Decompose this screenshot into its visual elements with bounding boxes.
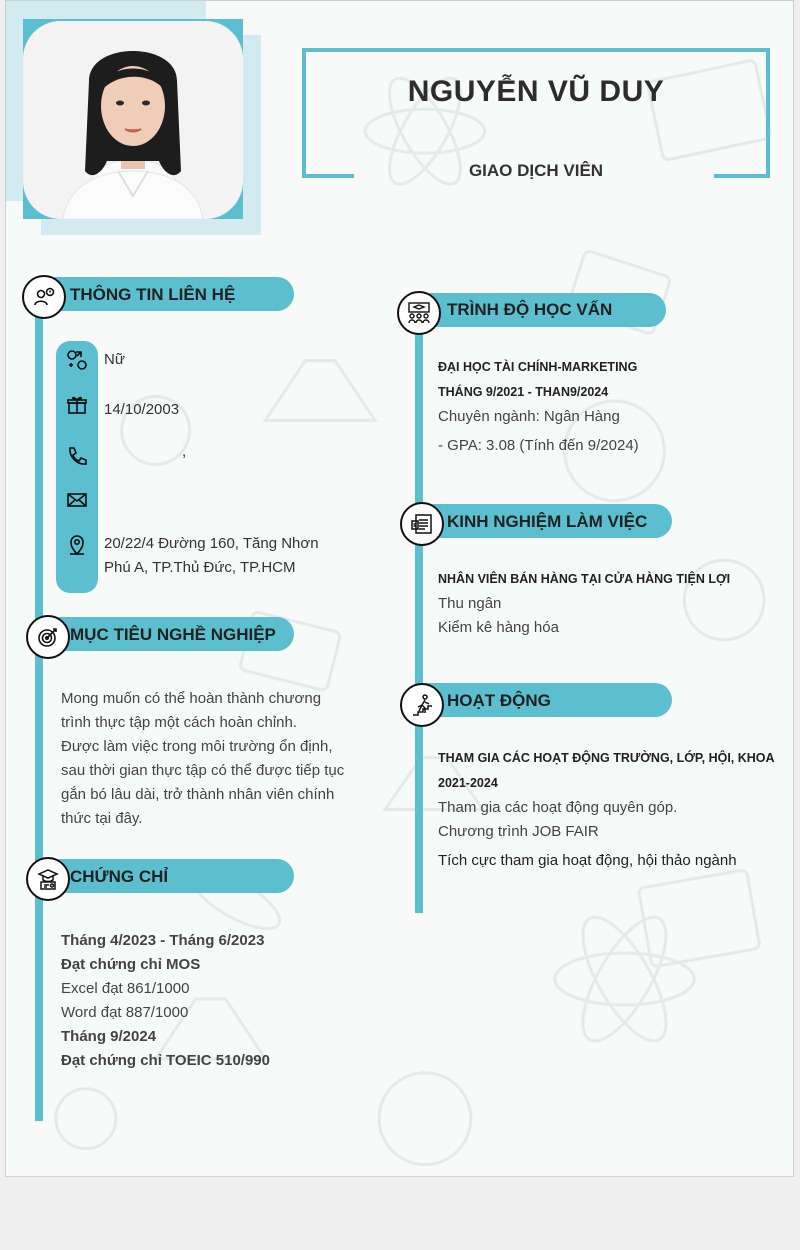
objective-line: trình thực tập một cách hoàn chỉnh. <box>61 714 298 731</box>
activities-title: THAM GIA CÁC HOẠT ĐỘNG TRƯỜNG, LỚP, HỘI, KHOA <box>438 751 775 765</box>
education-major: Chuyên ngành: Ngân Hàng <box>438 408 620 425</box>
birthdate-value: 14/10/2003 <box>104 401 180 418</box>
cert-period-2: Tháng 9/2024 <box>61 1028 157 1045</box>
cert-name-1: Đạt chứng chỉ MOS <box>61 956 201 973</box>
certificates-heading: CHỨNG CHỈ <box>70 867 169 886</box>
phone-value: , <box>182 443 187 460</box>
location-icon <box>65 533 89 557</box>
experience-position: NHÂN VIÊN BÁN HÀNG TẠI CỬA HÀNG TIỆN LỢI <box>438 572 731 586</box>
objective-line: Mong muốn có thể hoàn thành chương <box>61 690 322 707</box>
activity-item-3: Tích cực tham gia hoạt động, hội thảo ngành <box>438 852 737 869</box>
objective-heading: MỤC TIÊU NGHỀ NGHIỆP <box>70 625 276 644</box>
education-period: THÁNG 9/2021 - THAN9/2024 <box>438 385 609 399</box>
cert-period-1: Tháng 4/2023 - Tháng 6/2023 <box>61 932 265 949</box>
contact-info-icon <box>22 275 66 319</box>
address-line-2: Phú A, TP.Thủ Đức, TP.HCM <box>104 559 296 576</box>
contact-heading: THÔNG TIN LIÊN HỆ <box>70 285 236 304</box>
gender-value: Nữ <box>104 351 125 368</box>
objective-text <box>61 687 347 831</box>
gender-icon <box>65 348 89 372</box>
objective-line: sau thời gian thực tập có thể được tiếp tục <box>61 762 345 779</box>
education-school: ĐẠI HỌC TÀI CHÍNH-MARKETING <box>438 360 638 374</box>
education-heading: TRÌNH ĐỘ HỌC VẤN <box>447 300 613 319</box>
education-icon <box>397 291 441 335</box>
profile-photo <box>23 21 243 219</box>
certificate-icon <box>26 857 70 901</box>
objective-line: thức tại đây. <box>61 810 143 827</box>
experience-heading: KINH NGHIỆM LÀM VIỆC <box>447 512 648 531</box>
cert-name-2: Đạt chứng chỉ TOEIC 510/990 <box>61 1052 270 1069</box>
profile-photo-illustration <box>23 21 243 219</box>
address-line-1: 20/22/4 Đường 160, Tăng Nhơn <box>104 535 319 552</box>
stairs-climb-icon <box>400 683 444 727</box>
resume-icon <box>400 502 444 546</box>
email-icon <box>65 488 89 512</box>
cv-page <box>5 0 794 1177</box>
objective-line: Được làm việc trong môi trường ổn định, <box>61 738 333 755</box>
activity-item-2: Chương trình JOB FAIR <box>438 823 599 840</box>
phone-icon <box>65 445 89 469</box>
objective-line: gắn bó lâu dài, trở thành nhân viên chính <box>61 786 335 803</box>
target-icon <box>26 615 70 659</box>
activities-heading: HOẠT ĐỘNG <box>447 691 551 710</box>
job-title: GIAO DỊCH VIÊN <box>468 161 604 180</box>
cert-excel-score: Excel đạt 861/1000 <box>61 980 190 997</box>
left-timeline-line <box>35 296 43 1121</box>
experience-task-2: Kiểm kê hàng hóa <box>438 619 559 636</box>
education-gpa: - GPA: 3.08 (Tính đến 9/2024) <box>438 437 639 454</box>
person-name: NGUYỄN VŨ DUY <box>407 75 665 108</box>
experience-task-1: Thu ngân <box>438 595 502 612</box>
right-timeline-line <box>415 311 423 913</box>
cert-word-score: Word đạt 887/1000 <box>61 1004 189 1021</box>
activity-item-1: Tham gia các hoạt động quyên góp. <box>438 799 678 816</box>
activities-period: 2021-2024 <box>438 776 498 790</box>
gift-icon <box>65 393 89 417</box>
